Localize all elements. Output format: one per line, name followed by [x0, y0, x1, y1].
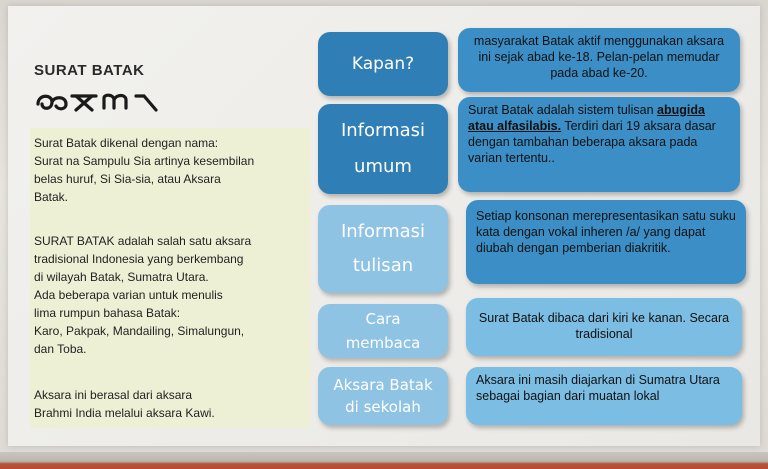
- text-line: Brahmi India melalui aksara Kawi.: [34, 406, 215, 420]
- box-cara-membaca: Surat Batak dibaca dari kiri ke kanan. Secara tradisional: [466, 298, 742, 356]
- origin-paragraph: [34, 386, 306, 422]
- text-line: belas huruf, Si Sia-sia, atau Aksara: [34, 172, 221, 186]
- label-aksara-sekolah: Aksara Batak di sekolah: [318, 367, 448, 425]
- text-line: di wilayah Batak, Sumatra Utara.: [34, 270, 209, 284]
- text-line: Surat na Sampulu Sia artinya kesembilan: [34, 154, 255, 168]
- text-line: tradisional Indonesia yang berkembang: [34, 252, 244, 266]
- batak-script-icon: [32, 86, 162, 121]
- screen-bottom-edge: [0, 452, 768, 469]
- text-line: Surat Batak dikenal dengan nama:: [34, 136, 219, 150]
- label-kapan: Kapan?: [318, 32, 448, 96]
- box-informasi-tulisan: Setiap konsonan merepresentasikan satu suku kata dengan vokal inheren /a/ yang dapat diubah dengan pemberian diakritik.: [466, 200, 746, 284]
- box-kapan: masyarakat Batak aktif menggunakan aksara ini sejak abad ke-18. Pelan-pelan memudar pada abad ke-20.: [458, 28, 740, 92]
- label-cara-membaca: Cara membaca: [318, 304, 448, 358]
- label-informasi-tulisan: Informasi tulisan: [318, 205, 448, 293]
- label-informasi-umum: Informasi umum: [318, 104, 448, 194]
- text-line: Aksara ini berasal dari aksara: [34, 388, 193, 402]
- umum-text-c: Terdiri dari 19 aksara dasar dengan tambahan beberapa aksara pada varian tertentu..: [468, 119, 716, 165]
- umum-text-b: abugida atau alfasilabis.: [468, 103, 705, 133]
- text-line: lima rumpun bahasa Batak:: [34, 306, 181, 320]
- text-line: dan Toba.: [34, 342, 87, 356]
- umum-text-a: Surat Batak adalah sistem tulisan: [468, 103, 654, 117]
- text-line: Karo, Pakpak, Mandailing, Simalungun,: [34, 324, 245, 338]
- box-aksara-sekolah: Aksara ini masih diajarkan di Sumatra Utara sebagai bagian dari muatan lokal: [466, 367, 742, 425]
- text-line: Batak.: [34, 190, 69, 204]
- box-informasi-umum: [458, 97, 740, 192]
- text-line: SURAT BATAK adalah salah satu aksara: [34, 234, 252, 248]
- intro-paragraph: [34, 134, 306, 206]
- text-line: Ada beberapa varian untuk menulis: [34, 288, 223, 302]
- slide-title: SURAT BATAK: [34, 62, 145, 79]
- history-paragraph: [34, 232, 306, 358]
